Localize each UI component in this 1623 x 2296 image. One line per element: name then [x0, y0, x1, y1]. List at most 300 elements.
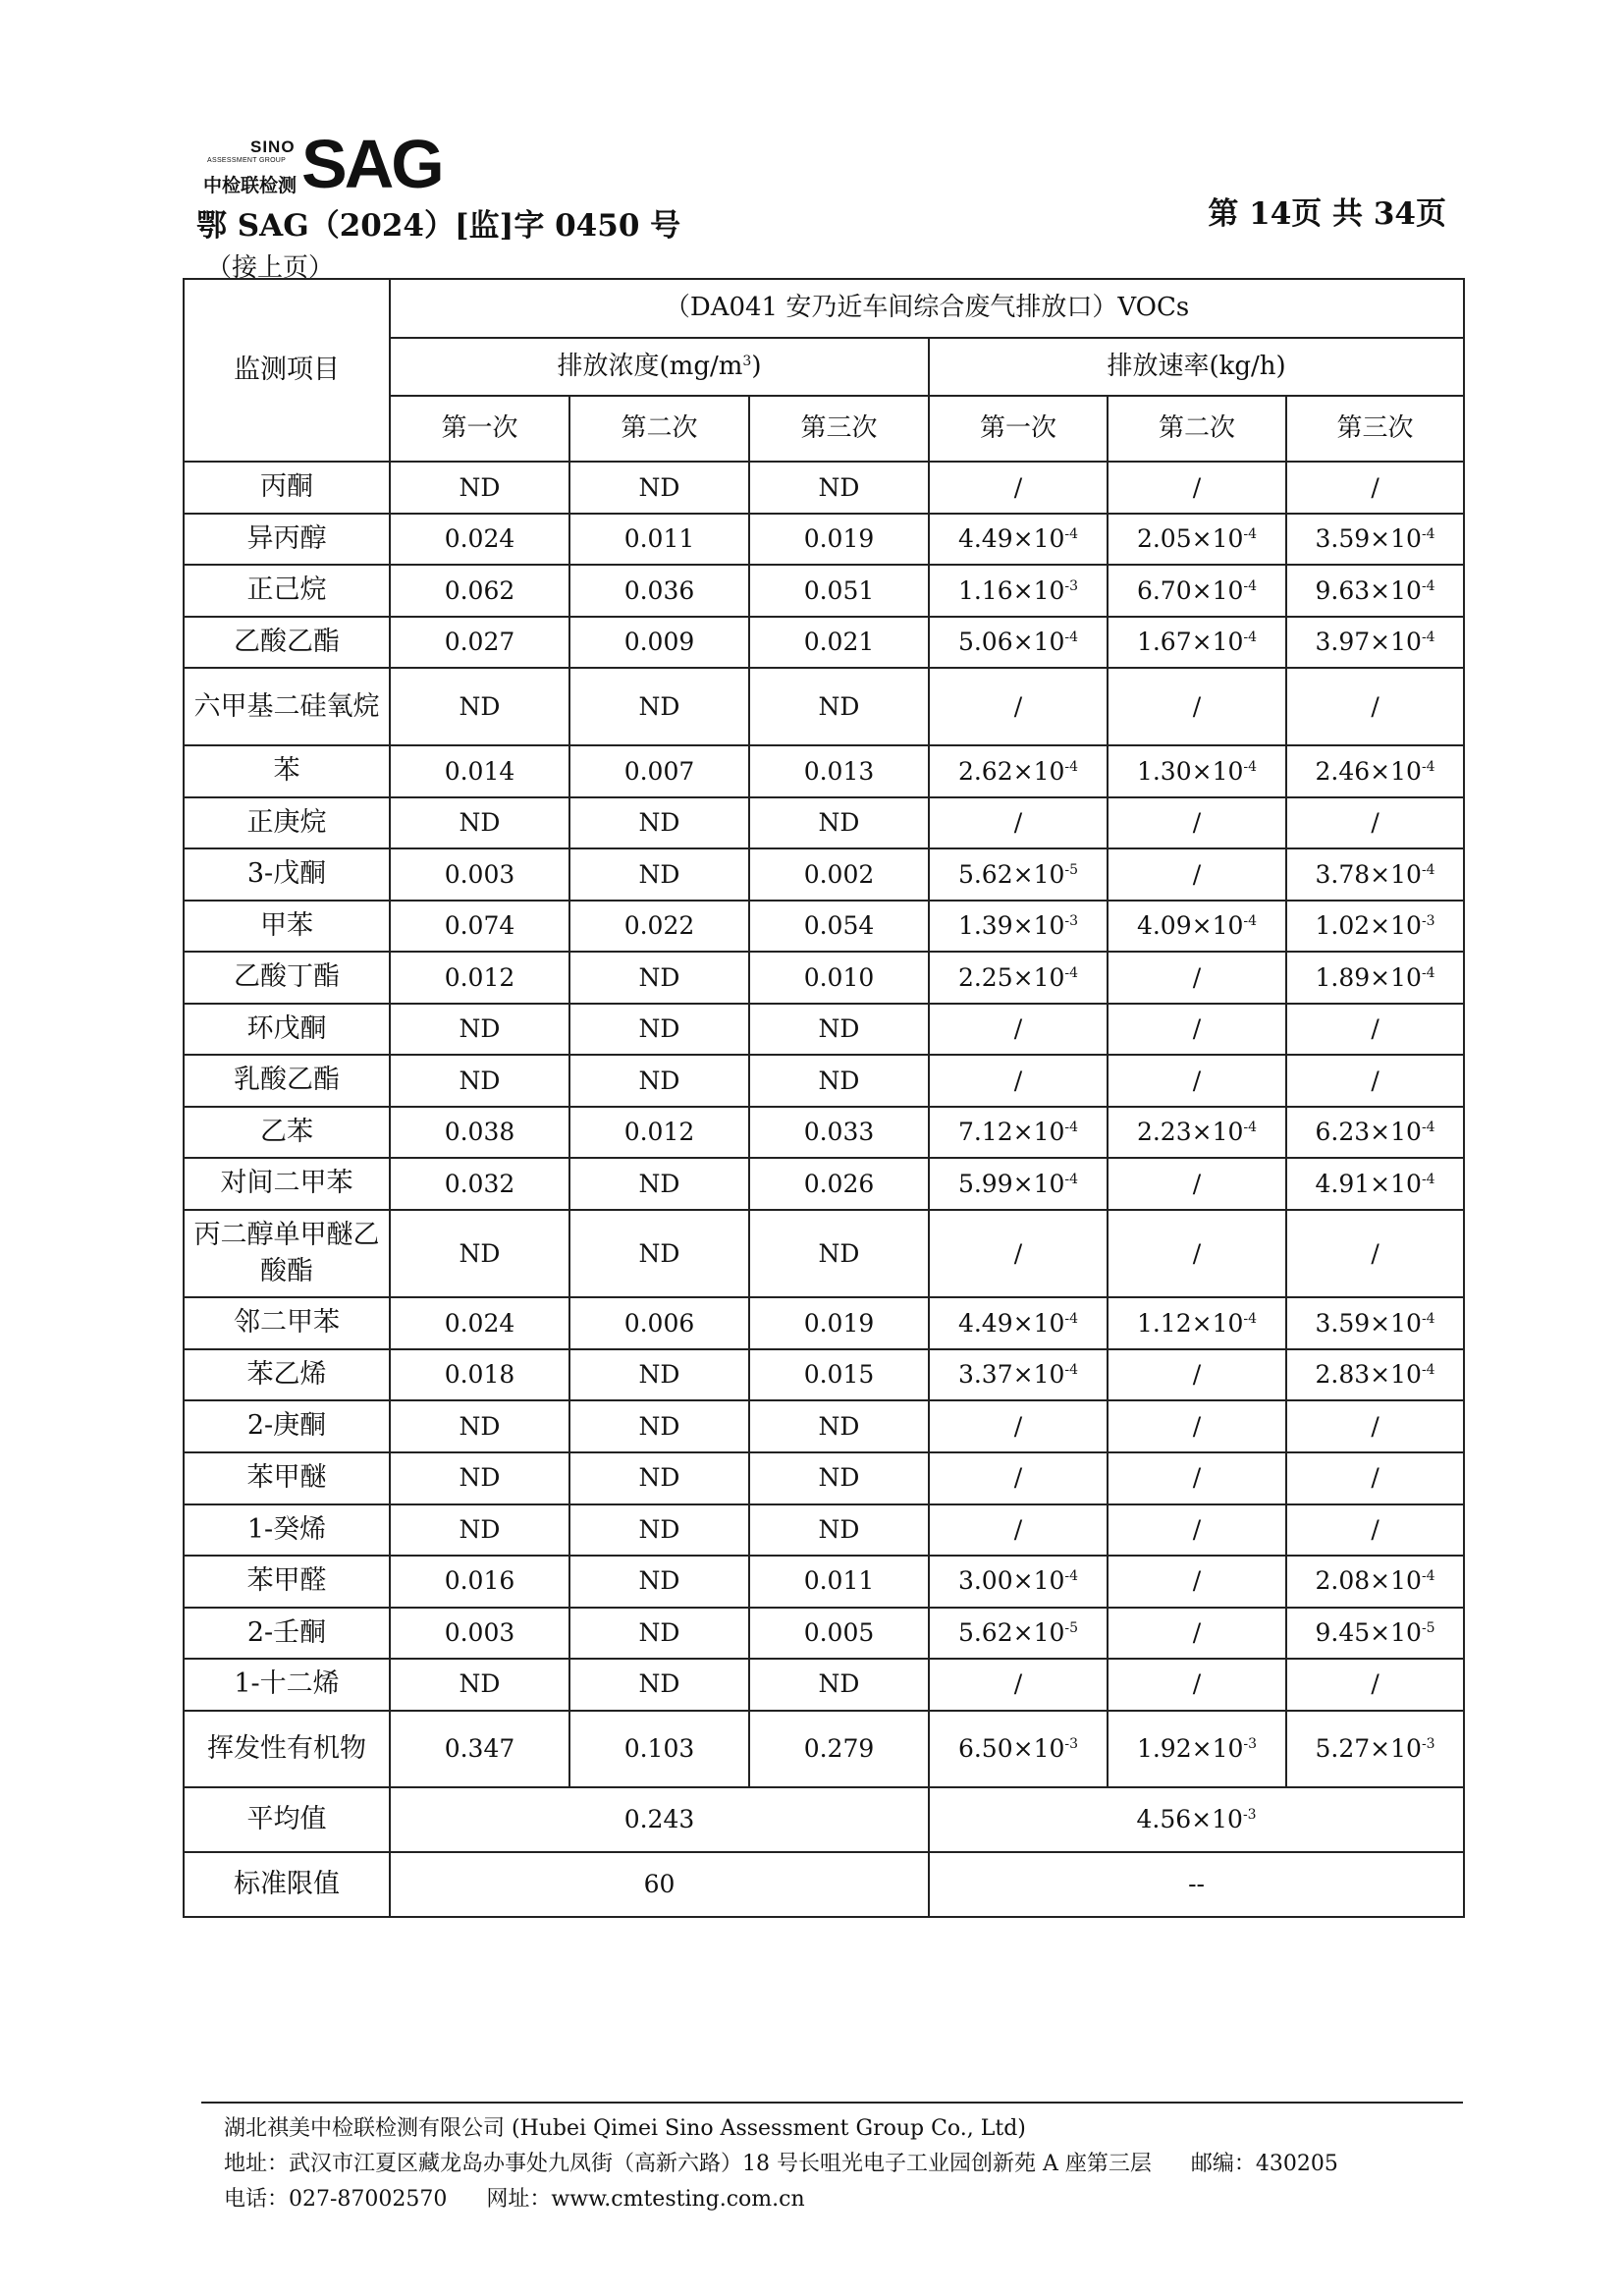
rate-cell	[1108, 1504, 1286, 1557]
rate-base: 3.97×10	[1315, 628, 1422, 657]
concentration-cell: ND	[569, 1659, 749, 1711]
table-row	[184, 1659, 1464, 1711]
rate-exponent: -4	[1421, 526, 1435, 543]
rate-base: /	[1192, 1066, 1202, 1095]
concentration-cell: ND	[569, 1210, 749, 1297]
rate-exponent: -4	[1064, 758, 1079, 775]
rate-exponent: -4	[1243, 526, 1258, 543]
rate-cell	[1286, 1004, 1464, 1056]
table-row	[184, 1711, 1464, 1788]
item-name: 苯	[184, 745, 390, 797]
item-name: 正己烷	[184, 565, 390, 617]
rate-cell	[929, 514, 1108, 566]
item-name: 乙酸乙酯	[184, 617, 390, 669]
rate-cell	[929, 797, 1108, 849]
concentration-cell: ND	[569, 1556, 749, 1608]
limit-concentration: 60	[390, 1852, 929, 1917]
concentration-cell: ND	[749, 668, 929, 745]
item-header: 监测项目	[184, 279, 390, 462]
rate-cell	[1286, 1349, 1464, 1401]
footer-company: 湖北祺美中检联检测有限公司 (Hubei Qimei Sino Assessment Group Co., Ltd)	[224, 2116, 1026, 2141]
rate-base: /	[1013, 1514, 1023, 1544]
concentration-cell: 0.006	[569, 1297, 749, 1349]
rate-base: /	[1013, 472, 1023, 502]
concentration-cell: ND	[569, 952, 749, 1004]
rate-exponent: -4	[1064, 526, 1079, 543]
rate-base: 3.00×10	[957, 1566, 1065, 1596]
concentration-cell: ND	[569, 1158, 749, 1210]
rate-cell	[1286, 1400, 1464, 1452]
run-header: 第三次	[749, 396, 929, 462]
concentration-cell: ND	[569, 797, 749, 849]
footer-phone: 电话：027-87002570	[224, 2187, 448, 2212]
concentration-cell: 0.026	[749, 1158, 929, 1210]
rate-base: /	[1371, 1411, 1380, 1441]
rate-cell	[1286, 668, 1464, 745]
rate-cell	[1108, 1055, 1286, 1107]
footer-postcode: 邮编：430205	[1190, 2152, 1338, 2176]
concentration-cell: 0.024	[390, 514, 569, 566]
rate-cell	[929, 745, 1108, 797]
item-name: 正庚烷	[184, 797, 390, 849]
rate-base: 9.45×10	[1315, 1617, 1422, 1647]
rate-base: 4.49×10	[957, 524, 1065, 554]
concentration-cell: ND	[390, 1659, 569, 1711]
concentration-cell: ND	[749, 1504, 929, 1557]
rate-base: 7.12×10	[957, 1118, 1065, 1147]
concentration-cell: ND	[569, 668, 749, 745]
rate-base: 1.89×10	[1315, 962, 1422, 992]
average-rate-base: 4.56×10	[1136, 1805, 1243, 1834]
concentration-cell: ND	[749, 1055, 929, 1107]
concentration-cell: ND	[749, 1004, 929, 1056]
concentration-cell: 0.279	[749, 1711, 929, 1788]
rate-cell	[1286, 1659, 1464, 1711]
concentration-cell: ND	[390, 1004, 569, 1056]
rate-exponent: -5	[1064, 861, 1079, 878]
rate-cell	[1108, 1556, 1286, 1608]
rate-cell	[1108, 848, 1286, 901]
rate-base: 5.99×10	[957, 1169, 1065, 1198]
rate-cell	[929, 952, 1108, 1004]
concentration-cell: 0.012	[390, 952, 569, 1004]
rate-base: 5.27×10	[1315, 1734, 1422, 1764]
item-name: 挥发性有机物	[184, 1711, 390, 1788]
table-row	[184, 462, 1464, 514]
rate-base: 2.25×10	[957, 962, 1065, 992]
item-name: 丙二醇单甲醚乙酸酯	[184, 1210, 390, 1297]
concentration-cell: 0.009	[569, 617, 749, 669]
rate-exponent: -4	[1243, 758, 1258, 775]
table-row	[184, 1608, 1464, 1660]
rate-exponent: -4	[1243, 577, 1258, 594]
rate-cell	[929, 1452, 1108, 1504]
concentration-cell: ND	[749, 1210, 929, 1297]
rate-cell	[1108, 514, 1286, 566]
concentration-cell: ND	[569, 1004, 749, 1056]
footer-divider	[201, 2102, 1463, 2104]
rate-exponent: -4	[1421, 1171, 1435, 1187]
concentration-cell: 0.103	[569, 1711, 749, 1788]
rate-cell	[1286, 745, 1464, 797]
concentration-cell: ND	[569, 1349, 749, 1401]
rate-base: 1.12×10	[1136, 1308, 1244, 1338]
item-name: 异丙醇	[184, 514, 390, 566]
concentration-cell: ND	[569, 1504, 749, 1557]
concentration-cell: ND	[569, 1400, 749, 1452]
rate-cell	[1286, 514, 1464, 566]
rate-cell	[929, 668, 1108, 745]
rate-exponent: -4	[1064, 1362, 1079, 1379]
average-rate	[929, 1787, 1464, 1852]
rate-exponent: -4	[1421, 758, 1435, 775]
rate-cell	[1108, 1400, 1286, 1452]
rate-cell	[1108, 901, 1286, 953]
concentration-cell: ND	[749, 1400, 929, 1452]
concentration-cell: ND	[390, 462, 569, 514]
rate-cell	[1108, 1659, 1286, 1711]
rate-base: /	[1013, 808, 1023, 838]
rate-cell	[929, 1107, 1108, 1159]
company-logo	[201, 126, 442, 202]
rate-cell	[1108, 1158, 1286, 1210]
logo-cn-text: 中检联检测	[203, 175, 298, 196]
rate-base: 9.63×10	[1315, 575, 1422, 605]
concentration-header	[390, 338, 929, 397]
rate-cell	[1286, 1711, 1464, 1788]
rate-base: /	[1192, 1669, 1202, 1699]
rate-base: /	[1013, 1463, 1023, 1493]
rate-exponent: -4	[1421, 629, 1435, 646]
table-row	[184, 1107, 1464, 1159]
concentration-cell: ND	[390, 797, 569, 849]
rate-exponent: -4	[1421, 1120, 1435, 1136]
item-name: 乳酸乙酯	[184, 1055, 390, 1107]
concentration-cell: ND	[569, 462, 749, 514]
item-name: 2-壬酮	[184, 1608, 390, 1660]
rate-cell	[1108, 1608, 1286, 1660]
rate-base: 5.06×10	[957, 628, 1065, 657]
rate-base: 5.62×10	[957, 859, 1065, 889]
concentration-cell: 0.003	[390, 1608, 569, 1660]
rate-exponent: -4	[1421, 1362, 1435, 1379]
item-name: 3-戊酮	[184, 848, 390, 901]
concentration-cell: ND	[390, 1210, 569, 1297]
concentration-cell: 0.022	[569, 901, 749, 953]
run-header: 第一次	[929, 396, 1108, 462]
rate-cell	[929, 1608, 1108, 1660]
average-label: 平均值	[184, 1787, 390, 1852]
rate-exponent: -4	[1064, 964, 1079, 981]
rate-cell	[1108, 1210, 1286, 1297]
rate-cell	[1286, 797, 1464, 849]
rate-cell	[1108, 1107, 1286, 1159]
rate-base: 2.23×10	[1136, 1118, 1244, 1147]
limit-label: 标准限值	[184, 1852, 390, 1917]
rate-exponent: -4	[1421, 861, 1435, 878]
concentration-cell: 0.013	[749, 745, 929, 797]
rate-cell	[1286, 1210, 1464, 1297]
table-row	[184, 1452, 1464, 1504]
rate-cell	[929, 565, 1108, 617]
rate-base: /	[1013, 1066, 1023, 1095]
concentration-cell: ND	[390, 1504, 569, 1557]
item-name: 1-癸烯	[184, 1504, 390, 1557]
rate-base: /	[1013, 1238, 1023, 1268]
rate-cell	[929, 1400, 1108, 1452]
item-name: 甲苯	[184, 901, 390, 953]
rate-cell	[1286, 1608, 1464, 1660]
concentration-cell: 0.054	[749, 901, 929, 953]
rate-cell	[929, 1004, 1108, 1056]
table-row	[184, 1400, 1464, 1452]
rate-exponent: -4	[1421, 577, 1435, 594]
concentration-cell: 0.010	[749, 952, 929, 1004]
rate-cell	[929, 1210, 1108, 1297]
rate-exponent: -4	[1243, 913, 1258, 930]
report-number: 鄂 SAG（2024）[监]字 0450 号	[196, 208, 681, 244]
table-row	[184, 1158, 1464, 1210]
concentration-cell: ND	[390, 668, 569, 745]
rate-cell	[1286, 848, 1464, 901]
concentration-cell: 0.015	[749, 1349, 929, 1401]
table-row	[184, 1004, 1464, 1056]
rate-cell	[929, 1556, 1108, 1608]
rate-exponent: -3	[1064, 1736, 1079, 1753]
table-row	[184, 797, 1464, 849]
concentration-cell: 0.011	[569, 514, 749, 566]
rate-cell	[929, 848, 1108, 901]
rate-cell	[1286, 1107, 1464, 1159]
rate-exponent: -4	[1243, 629, 1258, 646]
rate-base: 5.62×10	[957, 1617, 1065, 1647]
rate-base: /	[1013, 1669, 1023, 1699]
rate-base: 3.59×10	[1315, 1308, 1422, 1338]
item-name: 环戊酮	[184, 1004, 390, 1056]
item-name: 苯甲醛	[184, 1556, 390, 1608]
rate-cell	[1286, 1055, 1464, 1107]
rate-cell	[929, 617, 1108, 669]
rate-cell	[929, 1297, 1108, 1349]
rate-base: 1.30×10	[1136, 756, 1244, 786]
concentration-cell: 0.062	[390, 565, 569, 617]
rate-base: 4.09×10	[1136, 911, 1244, 941]
logo-sino-text: SINO	[250, 137, 296, 156]
rate-exponent: -4	[1064, 1171, 1079, 1187]
rate-cell	[1286, 1297, 1464, 1349]
rate-exponent: -4	[1064, 1120, 1079, 1136]
concentration-cell: ND	[569, 1608, 749, 1660]
item-name: 2-庚酮	[184, 1400, 390, 1452]
concentration-cell: 0.003	[390, 848, 569, 901]
rate-cell	[1286, 565, 1464, 617]
rate-base: /	[1192, 1617, 1202, 1647]
table-row	[184, 1297, 1464, 1349]
table-row	[184, 668, 1464, 745]
concentration-cell: 0.005	[749, 1608, 929, 1660]
item-name: 对间二甲苯	[184, 1158, 390, 1210]
footer	[224, 2111, 1338, 2217]
rate-exponent: -4	[1243, 1120, 1258, 1136]
table-row	[184, 1055, 1464, 1107]
concentration-cell: 0.016	[390, 1556, 569, 1608]
rate-base: 1.16×10	[957, 575, 1065, 605]
run-header: 第一次	[390, 396, 569, 462]
rate-base: /	[1192, 1238, 1202, 1268]
item-name: 邻二甲苯	[184, 1297, 390, 1349]
rate-cell	[929, 1349, 1108, 1401]
rate-cell	[1108, 668, 1286, 745]
rate-base: 1.02×10	[1315, 911, 1422, 941]
rate-base: 2.62×10	[957, 756, 1065, 786]
rate-exponent: -4	[1243, 1310, 1258, 1327]
rate-cell	[1108, 1297, 1286, 1349]
rate-exponent: -5	[1064, 1619, 1079, 1636]
concentration-cell: 0.024	[390, 1297, 569, 1349]
rate-cell	[929, 462, 1108, 514]
table-row	[184, 1504, 1464, 1557]
item-name: 乙酸丁酯	[184, 952, 390, 1004]
rate-exponent: -4	[1421, 1568, 1435, 1585]
rate-exponent: -3	[1064, 577, 1079, 594]
rate-exponent: -3	[1243, 1736, 1258, 1753]
item-name: 六甲基二硅氧烷	[184, 668, 390, 745]
rate-base: /	[1013, 1411, 1023, 1441]
page-info: 第 14页 共 34页	[1208, 196, 1446, 232]
rate-base: /	[1192, 808, 1202, 838]
rate-base: 4.91×10	[1315, 1169, 1422, 1198]
rate-base: 3.37×10	[957, 1360, 1065, 1390]
item-name: 丙酮	[184, 462, 390, 514]
concentration-cell: 0.038	[390, 1107, 569, 1159]
rate-base: /	[1371, 1514, 1380, 1544]
rate-exponent: -4	[1064, 629, 1079, 646]
concentration-cell: ND	[749, 1452, 929, 1504]
rate-base: 2.08×10	[1315, 1566, 1422, 1596]
rate-cell	[1286, 1556, 1464, 1608]
rate-base: 2.05×10	[1136, 524, 1244, 554]
rate-base: /	[1192, 691, 1202, 721]
rate-cell	[1108, 1004, 1286, 1056]
logo-sag-text: SAG	[301, 126, 442, 202]
rate-base: 6.70×10	[1136, 575, 1244, 605]
concentration-cell: 0.032	[390, 1158, 569, 1210]
rate-base: /	[1371, 472, 1380, 502]
concentration-cell: ND	[569, 1055, 749, 1107]
table-row	[184, 565, 1464, 617]
rate-base: /	[1371, 1669, 1380, 1699]
rate-cell	[1286, 1504, 1464, 1557]
rate-exponent: -3	[1421, 1736, 1435, 1753]
voc-monitoring-table	[183, 278, 1465, 1918]
footer-website: 网址：www.cmtesting.com.cn	[486, 2187, 805, 2212]
rate-exponent: -4	[1421, 1310, 1435, 1327]
average-rate-exp: -3	[1242, 1807, 1257, 1824]
run-header: 第二次	[1108, 396, 1286, 462]
rate-base: 1.67×10	[1136, 628, 1244, 657]
concentration-cell: 0.027	[390, 617, 569, 669]
footer-address: 地址：武汉市江夏区藏龙岛办事处九凤街（高新六路）18 号长咀光电子工业园创新苑 A 座第三层	[224, 2152, 1152, 2176]
rate-cell	[929, 1711, 1108, 1788]
rate-cell	[1108, 952, 1286, 1004]
rate-base: 1.39×10	[957, 911, 1065, 941]
run-header: 第三次	[1286, 396, 1464, 462]
rate-cell	[929, 1504, 1108, 1557]
concentration-cell: 0.007	[569, 745, 749, 797]
table-row	[184, 1556, 1464, 1608]
rate-cell	[1108, 1349, 1286, 1401]
item-name: 苯乙烯	[184, 1349, 390, 1401]
concentration-cell: ND	[569, 1452, 749, 1504]
rate-base: /	[1371, 1463, 1380, 1493]
rate-base: 1.92×10	[1136, 1734, 1244, 1764]
rate-base: 2.46×10	[1315, 756, 1422, 786]
concentration-cell: 0.021	[749, 617, 929, 669]
concentration-cell: 0.033	[749, 1107, 929, 1159]
rate-cell	[1286, 462, 1464, 514]
concentration-cell: 0.012	[569, 1107, 749, 1159]
rate-header: 排放速率(kg/h)	[929, 338, 1464, 397]
concentration-cell: ND	[749, 797, 929, 849]
concentration-cell: 0.011	[749, 1556, 929, 1608]
rate-base: 3.78×10	[1315, 859, 1422, 889]
rate-base: /	[1192, 1514, 1202, 1544]
rate-cell	[1286, 952, 1464, 1004]
concentration-cell: 0.019	[749, 1297, 929, 1349]
rate-base: 3.59×10	[1315, 524, 1422, 554]
rate-base: /	[1013, 1014, 1023, 1044]
table-row	[184, 745, 1464, 797]
concentration-cell: ND	[390, 1452, 569, 1504]
rate-cell	[1286, 1158, 1464, 1210]
rate-cell	[929, 1158, 1108, 1210]
rate-base: /	[1192, 1360, 1202, 1390]
rate-base: /	[1192, 962, 1202, 992]
rate-exponent: -4	[1421, 964, 1435, 981]
rate-base: /	[1192, 472, 1202, 502]
rate-cell	[1286, 901, 1464, 953]
concentration-header-end: )	[751, 352, 762, 381]
concentration-cell: 0.018	[390, 1349, 569, 1401]
concentration-cell: 0.347	[390, 1711, 569, 1788]
rate-base: /	[1013, 691, 1023, 721]
rate-exponent: -5	[1421, 1619, 1435, 1636]
rate-base: /	[1192, 1014, 1202, 1044]
rate-cell	[929, 1659, 1108, 1711]
rate-base: 2.83×10	[1315, 1360, 1422, 1390]
concentration-header-text: 排放浓度(mg/m	[557, 352, 743, 381]
table-row	[184, 1210, 1464, 1297]
rate-cell	[1286, 617, 1464, 669]
rate-exponent: -4	[1064, 1568, 1079, 1585]
table-row	[184, 901, 1464, 953]
rate-cell	[1108, 1452, 1286, 1504]
concentration-cell: 0.019	[749, 514, 929, 566]
rate-base: /	[1371, 1238, 1380, 1268]
concentration-cell: ND	[569, 848, 749, 901]
concentration-header-sup: 3	[742, 354, 752, 369]
source-title: （DA041 安乃近车间综合废气排放口）VOCs	[390, 279, 1464, 338]
rate-cell	[929, 1055, 1108, 1107]
rate-cell	[1108, 1711, 1286, 1788]
concentration-cell: ND	[390, 1055, 569, 1107]
rate-base: /	[1192, 1463, 1202, 1493]
concentration-cell: ND	[749, 1659, 929, 1711]
rate-exponent: -4	[1064, 1310, 1079, 1327]
rate-base: /	[1192, 859, 1202, 889]
concentration-cell: 0.074	[390, 901, 569, 953]
rate-exponent: -3	[1421, 913, 1435, 930]
